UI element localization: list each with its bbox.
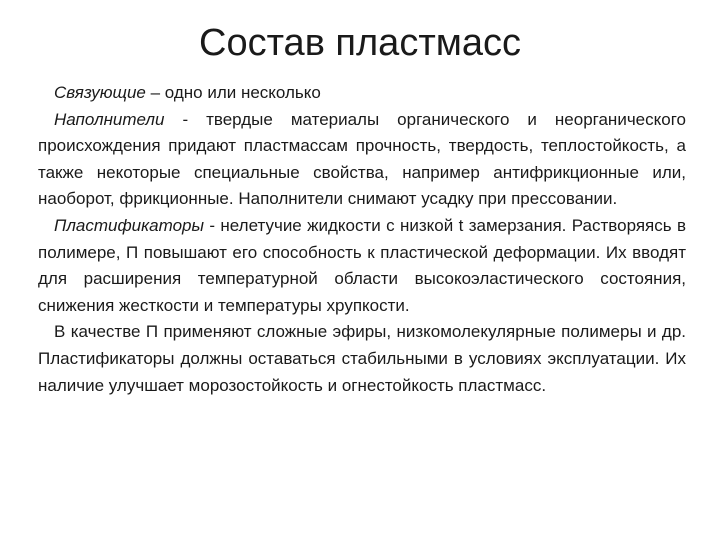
paragraph-plasticizer-usage — [38, 319, 686, 399]
paragraph-plasticizers — [38, 213, 686, 319]
paragraph-binders — [38, 80, 686, 107]
paragraph-fillers-text: - твердые материалы органического и неорганического происхождения придают пластмассам прочность, твердость, теплостойкость, а также некоторые специальные свойства, например антифрикционные или, наоборот, фрикционные. Наполнители снимают усадку при прессовании. — [38, 109, 686, 209]
paragraph-plasticizers-text: - нелетучие жидкости с низкой t замерзания. Растворяясь в полимере, П повышают его способность к пластической деформации. Их вводят для расширения температурной области высокоэластического состояния, снижения жесткости и температуры хрупкости. — [38, 215, 686, 315]
term-fillers: Наполнители — [54, 109, 165, 129]
paragraph-fillers — [38, 107, 686, 213]
paragraph-plasticizer-usage-text: В качестве П применяют сложные эфиры, низкомолекулярные полимеры и др. Пластификаторы должны оставаться стабильными в условиях эксплуатации. Их наличие улучшает морозостойкость и огнестойкость пластмасс. — [38, 322, 686, 395]
paragraph-binders-text: – одно или несколько — [145, 83, 321, 102]
slide-title: Состав пластмасс — [199, 22, 521, 64]
term-plasticizers: Пластификаторы — [54, 215, 205, 235]
slide-body — [38, 80, 686, 399]
term-binders: Связующие — [54, 83, 146, 102]
